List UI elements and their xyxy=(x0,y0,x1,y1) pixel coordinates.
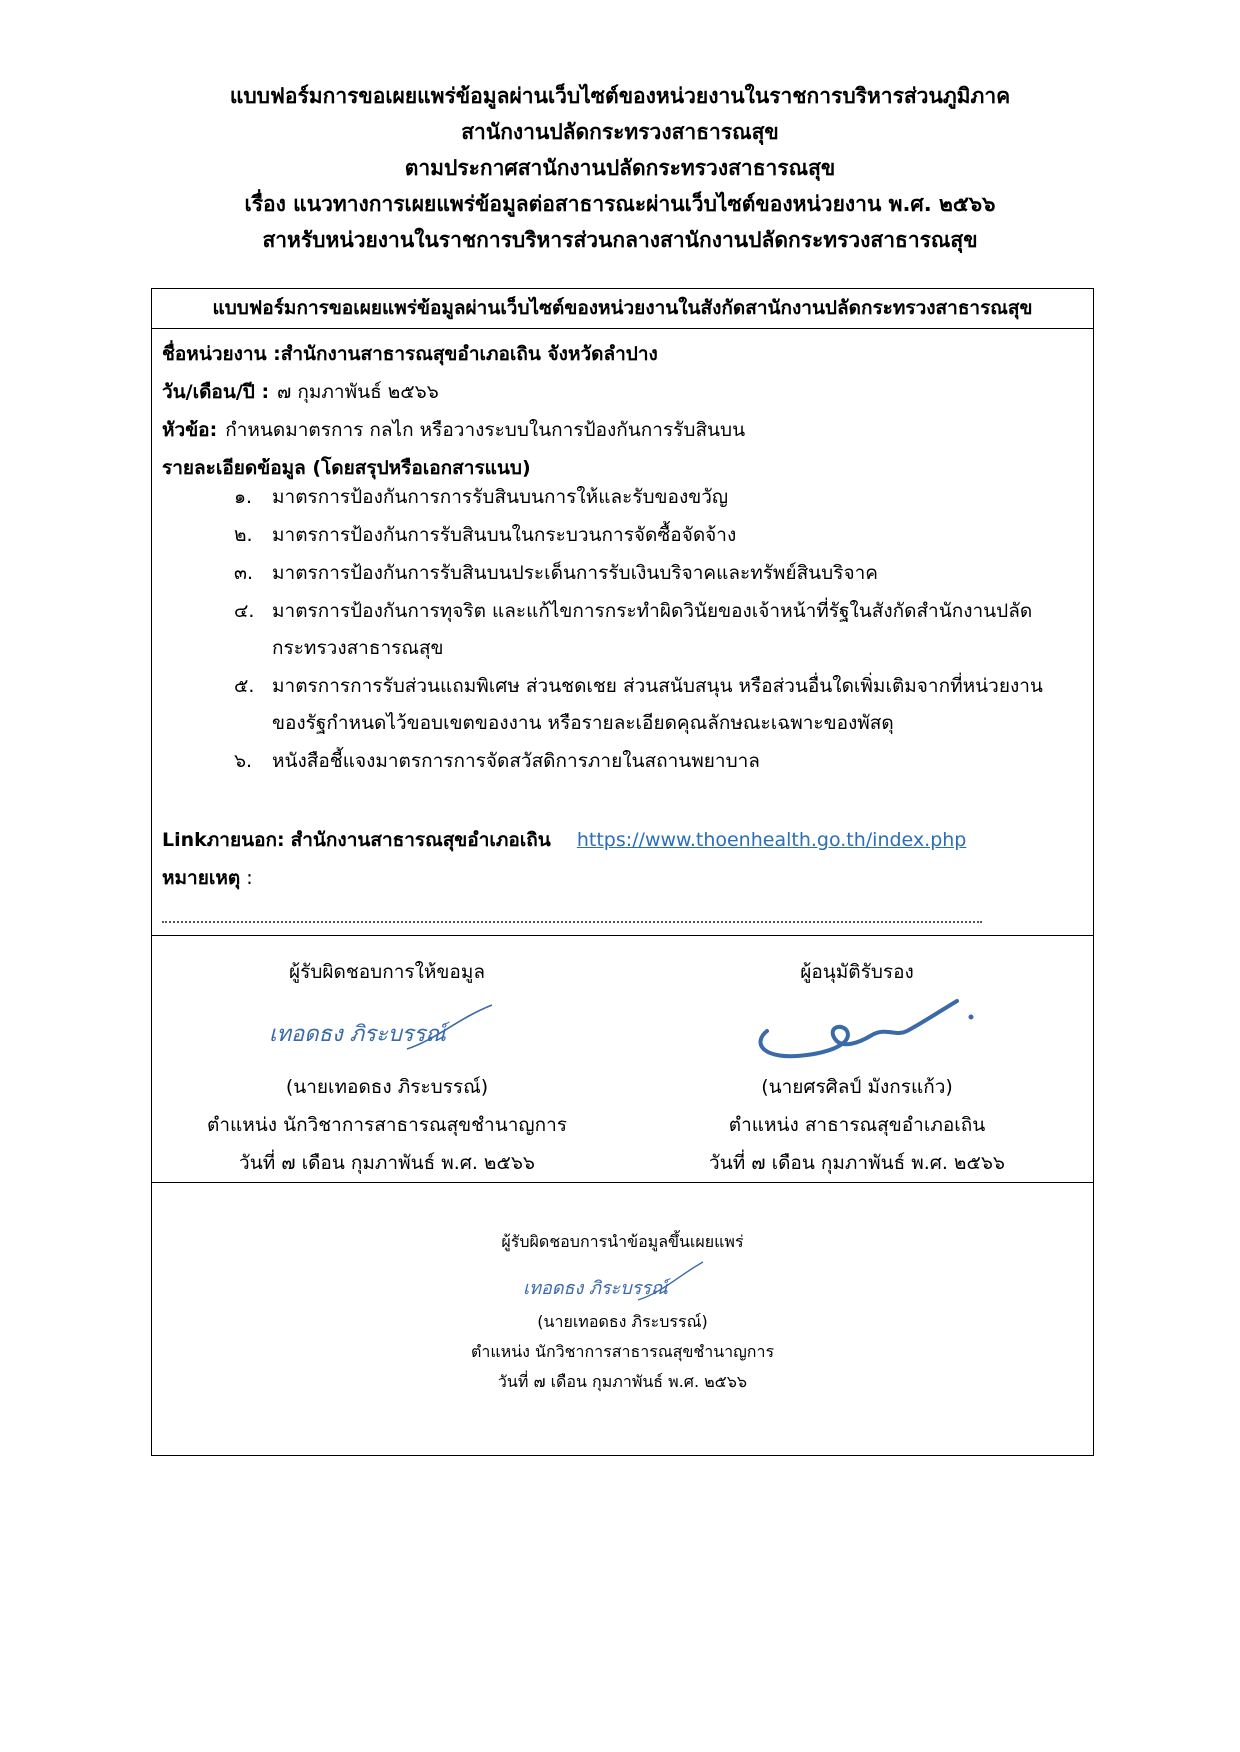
external-link-label: Linkภายนอก: xyxy=(162,829,285,851)
document-header xyxy=(0,78,1240,258)
list-item-number: ๒. xyxy=(234,524,253,546)
svg-text:เทอดธง ภิระบรรณ์: เทอดธง ภิระบรรณ์ xyxy=(269,1022,446,1047)
publisher-date: วันที่ ๗ เดือน กุมภาพันธ์ พ.ศ. ๒๕๖๖ xyxy=(497,1372,748,1391)
header-line-5: สาหรับหน่วยงานในราชการบริหารส่วนกลางสานักงานปลัดกระทรวงสาธารณสุข xyxy=(262,228,978,252)
list-item-number: ๔. xyxy=(234,600,255,622)
topic-label: หัวข้อ: xyxy=(162,419,218,441)
note-row xyxy=(162,859,253,897)
list-item-number: ๖. xyxy=(234,750,253,772)
topic-value: กำหนดมาตรการ กลไก หรือวางระบบในการป้องกันการรับสินบน xyxy=(225,419,746,441)
list-item-text: มาตรการป้องกันการรับสินบนประเด็นการรับเงินบริจาคและทรัพย์สินบริจาค xyxy=(272,562,878,584)
list-item-text: หนังสือชี้แจงมาตรการการจัดสวัสดิการภายในสถานพยาบาล xyxy=(272,750,760,772)
publisher-heading: ผู้รับผิดชอบการนำข้อมูลขึ้นเผยแพร่ xyxy=(501,1232,744,1251)
external-link-org: สำนักงานสาธารณสุขอำเภอเถิน xyxy=(290,829,551,851)
date-label: วัน/เดือน/ปี : xyxy=(162,381,270,403)
list-item xyxy=(234,668,1074,742)
publisher-position: ตำแหน่ง นักวิชาการสาธารณสุขชำนาญการ xyxy=(470,1342,775,1361)
form-box xyxy=(151,288,1094,1456)
list-item-text: มาตรการป้องกันการทุจริต และแก้ไขการกระทำผิดวินัยของเจ้าหน้าที่รัฐในสังกัดสำนักงานปลัดกระทรวงสาธารณสุข xyxy=(272,600,1033,659)
publisher-name: (นายเทอดธง ภิระบรรณ์) xyxy=(537,1312,708,1331)
list-item-text: มาตรการป้องกันการการรับสินบนการให้และรับของขวัญ xyxy=(272,486,729,508)
list-item-number: ๕. xyxy=(234,675,255,697)
provider-heading: ผู้รับผิดชอบการให้ขอมูล xyxy=(289,961,485,983)
publisher-section xyxy=(152,1183,1093,1397)
header-line-3: ตามประกาศสานักงานปลัดกระทรวงสาธารณสุข xyxy=(404,156,836,180)
agency-value: สำนักงานสาธารณสุขอำเภอเถิน จังหวัดลำปาง xyxy=(280,343,658,365)
provider-position: ตำแหน่ง นักวิชาการสาธารณสุขชำนาญการ xyxy=(207,1114,567,1136)
external-link-row xyxy=(162,821,966,859)
approver-signature xyxy=(622,990,1092,1068)
list-item xyxy=(234,743,1074,780)
agency-row xyxy=(162,335,1082,373)
details-label: รายละเอียดข้อมูล (โดยสรุปหรือเอกสารแนบ) xyxy=(162,457,531,479)
list-item-number: ๓. xyxy=(234,562,254,584)
list-item xyxy=(234,517,1074,554)
date-row xyxy=(162,373,1082,411)
approver-signature-block xyxy=(622,936,1092,1182)
provider-name: (นายเทอดธง ภิระบรรณ์) xyxy=(285,1076,489,1098)
provider-signature-block xyxy=(152,936,622,1182)
list-item-text: มาตรการการรับส่วนแถมพิเศษ ส่วนชดเชย ส่วนสนับสนุน หรือส่วนอื่นใดเพิ่มเติมจากที่หน่วยงานของรัฐกำหนดไว้ขอบเขตของงาน หรือรายละเอียดคุณลักษณะเฉพาะของพัสดุ xyxy=(272,675,1043,734)
publisher-signature xyxy=(152,1257,1093,1307)
approver-name: (นายศรศิลป์ มังกรแก้ว) xyxy=(761,1076,953,1098)
list-item xyxy=(234,555,1074,592)
form-details xyxy=(162,335,1082,487)
agency-label: ชื่อหน่วยงาน : xyxy=(162,343,281,365)
header-line-1: แบบฟอร์มการขอเผยแพร่ข้อมูลผ่านเว็บไซต์ของหน่วยงานในราชการบริหารส่วนภูมิภาค xyxy=(229,84,1011,108)
approver-heading: ผู้อนุมัติรับรอง xyxy=(800,961,914,983)
note-colon: : xyxy=(246,867,253,889)
list-item-text: มาตรการป้องกันการรับสินบนในกระบวนการจัดซื้อจัดจ้าง xyxy=(272,524,737,546)
note-label: หมายเหตุ xyxy=(162,867,241,889)
provider-signature xyxy=(152,990,622,1068)
list-item-number: ๑. xyxy=(234,486,253,508)
approver-date: วันที่ ๗ เดือน กุมภาพันธ์ พ.ศ. ๒๕๖๖ xyxy=(709,1152,1005,1174)
svg-text:เทอดธง ภิระบรรณ์: เทอดธง ภิระบรรณ์ xyxy=(522,1278,668,1299)
provider-date: วันที่ ๗ เดือน กุมภาพันธ์ พ.ศ. ๒๕๖๖ xyxy=(239,1152,535,1174)
form-title: แบบฟอร์มการขอเผยแพร่ข้อมูลผ่านเว็บไซต์ของหน่วยงานในสังกัดสานักงานปลัดกระทรวงสาธารณสุข xyxy=(152,289,1093,329)
header-line-2: สานักงานปลัดกระทรวงสาธารณสุข xyxy=(461,120,779,144)
external-link[interactable]: https://www.thoenhealth.go.th/index.php xyxy=(576,829,967,851)
list-item xyxy=(234,479,1074,516)
topic-row xyxy=(162,411,1082,449)
note-dotted-line xyxy=(162,901,982,923)
list-item xyxy=(234,593,1074,667)
approver-position: ตำแหน่ง สาธารณสุขอำเภอเถิน xyxy=(728,1114,986,1136)
measures-list xyxy=(234,479,1074,781)
date-value: ๗ กุมภาพันธ์ ๒๕๖๖ xyxy=(277,381,439,403)
header-line-4: เรื่อง แนวทางการเผยแพร่ข้อมูลต่อสาธารณะผ่านเว็บไซต์ของหน่วยงาน พ.ศ. ๒๕๖๖ xyxy=(244,192,996,216)
approval-section xyxy=(152,935,1093,1183)
